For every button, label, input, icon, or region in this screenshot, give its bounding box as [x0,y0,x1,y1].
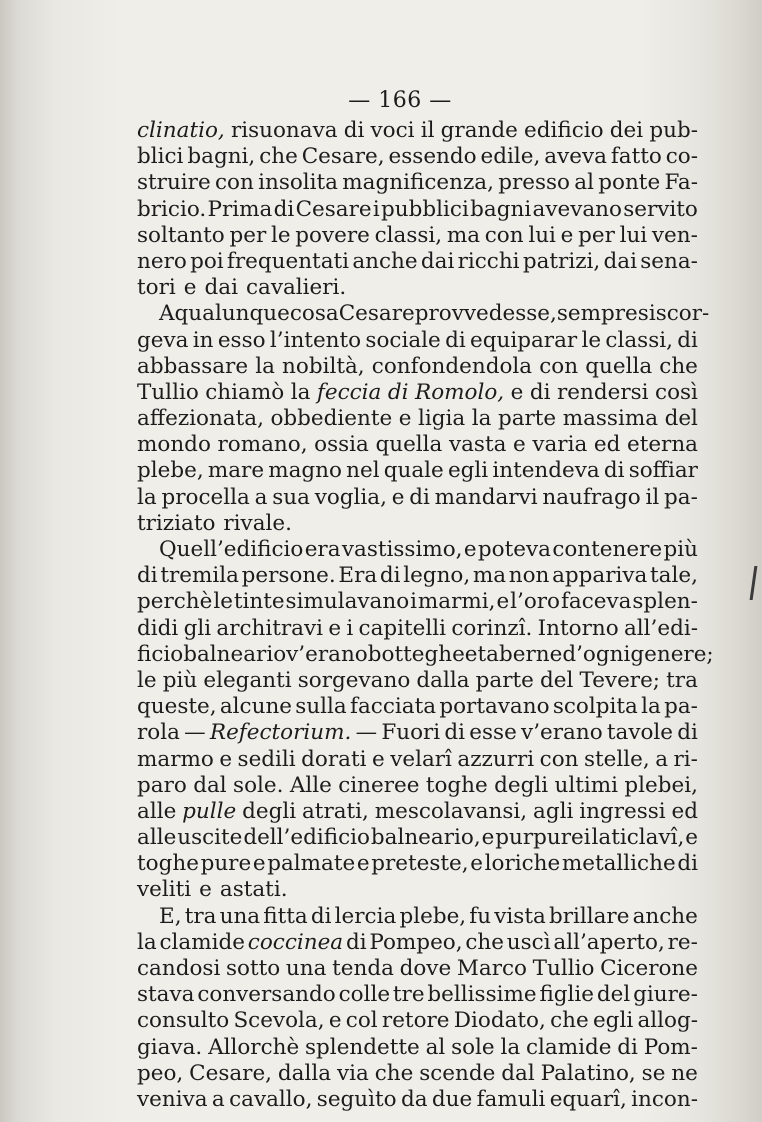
text-line: consulto Scevola, e col retore Diodato, che egli allog- [137,1008,698,1034]
text-line: di tremila persone. Era di legno, ma non appariva tale, [137,563,698,589]
text-line: Quell’edificio era vastissimo, e poteva contenere più [159,537,698,562]
body-text [137,118,714,1113]
text-line: la clamide coccinea di Pompeo, che uscì all’aperto, re- [137,929,698,955]
text-line: toghe pure e palmate e preteste, e loriche metalliche di [137,851,698,877]
margin-mark [750,566,758,600]
text-line: rola — Refectorium. — Fuori di esse v’erano tavole di [137,720,698,746]
text-line: perchè le tinte simulavano i marmi, e l’oro faceva splen- [137,589,698,615]
text-line: mondo romano, ossia quella vasta e varia ed eterna [137,432,698,458]
text-line: veliti e astati. [137,877,288,903]
text-line: queste, alcune sulla facciata portavano scolpita la pa- [137,694,698,720]
text-line: clinatio, risuonava di voci il grande edificio dei pub- [137,118,698,143]
text-line: peo, Cesare, dalla via che scende dal Palatino, se ne [137,1060,698,1086]
text-line: A qualunque cosa Cesare provvedesse, sempre si scor- [159,301,710,327]
text-line: nero poi frequentati anche dai ricchi patrizi, dai sena- [137,248,698,274]
text-line: didi gli architravi e i capitelli corinzî. Intorno all’edi- [137,615,698,641]
text-line: le più eleganti sorgevano dalla parte del Tevere; tra [137,667,698,693]
text-line: tori e dai cavalieri. [137,275,347,301]
text-line: plebe, mare magno nel quale egli intendeva di soffiar [137,458,698,484]
text-line: geva in esso l’intento sociale di equiparar le classi, di [137,327,698,353]
text-line: marmo e sedili dorati e velarî azzurri con stelle, a ri- [137,746,698,772]
text-line: blici bagni, che Cesare, essendo edile, aveva fatto co- [137,144,698,170]
text-line: veniva a cavallo, seguìto da due famuli equarî, incon- [137,1086,698,1112]
text-line: Tullio chiamò la feccia di Romolo, e di rendersi così [137,379,698,405]
text-line: stava conversando colle tre bellissime figlie del giure- [137,982,698,1008]
text-line: giava. Allorchè splendette al sole la clamide di Pom- [137,1034,698,1060]
text-line: candosi sotto una tenda dove Marco Tullio Cicerone [137,956,698,981]
text-line: affezionata, obbediente e ligia la parte massima del [137,406,698,432]
text-line: soltanto per le povere classi, ma con lui e per lui ven- [137,222,698,248]
text-line: alle uscite dell’edificio balneario, e purpurei laticlavî, e [137,825,698,851]
text-line: triziato rivale. [137,510,292,536]
text-line: E, tra una fitta di lercia plebe, fu vista brillare anche [159,903,698,929]
text-line: alle pulle degli atrati, mescolavansi, agli ingressi ed [137,798,698,824]
text-line: paro dal sole. Alle cineree toghe degli ultimi plebei, [137,772,698,798]
text-line: la procella a sua voglia, e di mandarvi naufrago il pa- [137,484,698,510]
text-line: bricio. Prima di Cesare i pubblici bagni avevano servito [137,196,698,222]
text-line: struire con insolita magnificenza, presso al ponte Fa- [137,170,698,196]
page-number: — 166 — [348,88,452,113]
text-line: abbassare la nobiltà, confondendola con quella che [137,353,698,379]
text-line: ficio balneario v’erano botteghe e taberne d’ogni genere; [137,641,714,667]
